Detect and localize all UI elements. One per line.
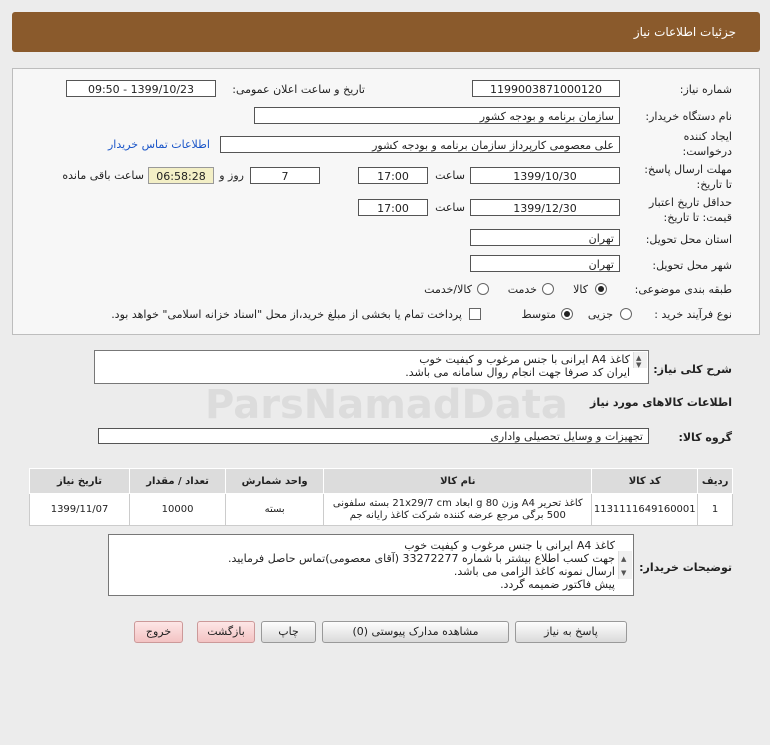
deadline-time-field: 17:00: [358, 167, 428, 184]
creator-label-line2: درخواست:: [682, 145, 732, 158]
back-button[interactable]: بازگشت: [197, 621, 255, 643]
process-medium-radio[interactable]: [561, 308, 573, 320]
summary-line-2: ایران کد صرفا جهت انجام روال سامانه می باشد.: [405, 366, 630, 379]
cell-row: 1: [698, 494, 733, 526]
buyer-notes-line-4: پیش فاکتور ضمیمه گردد.: [500, 578, 615, 591]
view-attachments-button[interactable]: مشاهده مدارک پیوستی (0): [322, 621, 509, 643]
category-service-radio[interactable]: [542, 283, 554, 295]
treasury-payment-checkbox[interactable]: [469, 308, 481, 320]
cell-date: 1399/11/07: [30, 494, 130, 526]
summary-line-1: کاغذ A4 ایرانی با جنس مرغوب و کیفیت خوب: [419, 353, 630, 366]
need-number-label: شماره نیاز:: [679, 83, 732, 96]
creator-label-line1: ایجاد کننده: [683, 130, 732, 143]
cell-qty: 10000: [130, 494, 226, 526]
buyer-notes-scrollbar[interactable]: ▲ ▼: [618, 551, 632, 579]
city-field: تهران: [470, 255, 620, 272]
process-partial-radio[interactable]: [620, 308, 632, 320]
buyer-org-label: نام دستگاه خریدار:: [645, 110, 732, 123]
buyer-org-field: سازمان برنامه و بودجه کشور: [254, 107, 620, 124]
table-row[interactable]: [30, 494, 733, 526]
validity-date-field: 1399/12/30: [470, 199, 620, 216]
cell-name-line2: 500 برگی مرجع عرضه کننده شرکت کاغذ رایانه جم: [349, 509, 566, 521]
exit-button[interactable]: خروج: [134, 621, 183, 643]
cell-name-line1: کاغذ تحریر A4 وزن 80 g ابعاد 21x29/7 cm بسته سلفونی: [332, 497, 583, 509]
goods-section-title: اطلاعات کالاهای مورد نیاز: [590, 396, 732, 409]
header-unit: واحد شمارش: [226, 469, 324, 494]
category-goods-radio[interactable]: [595, 283, 607, 295]
days-label: روز و: [219, 169, 244, 182]
province-field: تهران: [470, 229, 620, 246]
category-both-label: کالا/خدمت: [424, 283, 472, 296]
deadline-label-line2: تا تاریخ:: [696, 178, 732, 191]
header-row: ردیف: [698, 469, 733, 494]
category-goods-label: کالا: [573, 283, 588, 296]
header-qty: تعداد / مقدار: [130, 469, 226, 494]
header-code: کد کالا: [592, 469, 698, 494]
process-medium-label: متوسط: [521, 308, 556, 321]
buyer-notes-line-3: ارسال نمونه کاغذ الزامی می باشد.: [453, 565, 615, 578]
print-button[interactable]: چاپ: [261, 621, 316, 643]
buyer-notes-line-1: کاغذ A4 ایرانی با جنس مرغوب و کیفیت خوب: [404, 539, 615, 552]
page-header: [12, 12, 760, 52]
summary-label: شرح کلی نیاز:: [653, 363, 732, 376]
process-partial-label: جزیی: [587, 308, 613, 321]
remaining-time-label: ساعت باقی مانده: [62, 169, 144, 182]
header-name: نام کالا: [324, 469, 592, 494]
validity-time-label: ساعت: [435, 201, 465, 214]
goods-group-field: تجهیزات و وسایل تحصیلی واداری: [98, 428, 649, 444]
deadline-time-label: ساعت: [435, 169, 465, 182]
days-remaining-field: 7: [250, 167, 320, 184]
cell-name: [324, 494, 592, 526]
summary-scrollbar[interactable]: ▲ ▼: [633, 352, 647, 368]
goods-group-label: گروه کالا:: [678, 431, 732, 444]
province-label: استان محل تحویل:: [645, 233, 732, 246]
category-both-radio[interactable]: [477, 283, 489, 295]
validity-label-line1: حداقل تاریخ اعتبار: [648, 196, 732, 209]
buyer-notes-label: توضیحات خریدار:: [639, 561, 732, 574]
city-label: شهر محل تحویل:: [652, 259, 732, 272]
header-date: تاریخ نیاز: [30, 469, 130, 494]
summary-textarea[interactable]: [94, 350, 649, 384]
validity-label-line2: قیمت: تا تاریخ:: [663, 211, 732, 224]
cell-code: 1131111649160001: [592, 494, 698, 526]
need-number-field: 1199003871000120: [472, 80, 620, 97]
respond-button[interactable]: پاسخ به نیاز: [515, 621, 627, 643]
category-label: طبقه بندی موضوعی:: [634, 283, 732, 296]
deadline-date-field: 1399/10/30: [470, 167, 620, 184]
buyer-notes-line-2: جهت کسب اطلاع بیشتر با شماره 33272277 (آقای معصومی)تماس حاصل فرمایید.: [227, 552, 615, 565]
remaining-time-field: 06:58:28: [148, 167, 214, 184]
announce-datetime-field: 1399/10/23 - 09:50: [66, 80, 216, 97]
table-header-row: [30, 469, 733, 494]
creator-field: علی معصومی کارپرداز سازمان برنامه و بودجه کشور: [220, 136, 620, 153]
buyer-notes-textarea[interactable]: [108, 534, 634, 596]
process-label: نوع فرآیند خرید :: [654, 308, 732, 321]
goods-table: [29, 468, 733, 526]
deadline-label-line1: مهلت ارسال پاسخ:: [644, 163, 732, 176]
validity-time-field: 17:00: [358, 199, 428, 216]
category-service-label: خدمت: [507, 283, 537, 296]
watermark-text: ParsNamadData: [205, 382, 568, 428]
cell-unit: بسته: [226, 494, 324, 526]
page-title: جزئیات اطلاعات نیاز: [633, 25, 736, 39]
buyer-contact-link[interactable]: اطلاعات تماس خریدار: [108, 138, 210, 151]
treasury-payment-note: پرداخت تمام یا بخشی از مبلغ خرید،از محل "اسناد خزانه اسلامی" خواهد بود.: [111, 308, 462, 321]
announce-datetime-label: تاریخ و ساعت اعلان عمومی:: [232, 83, 365, 96]
